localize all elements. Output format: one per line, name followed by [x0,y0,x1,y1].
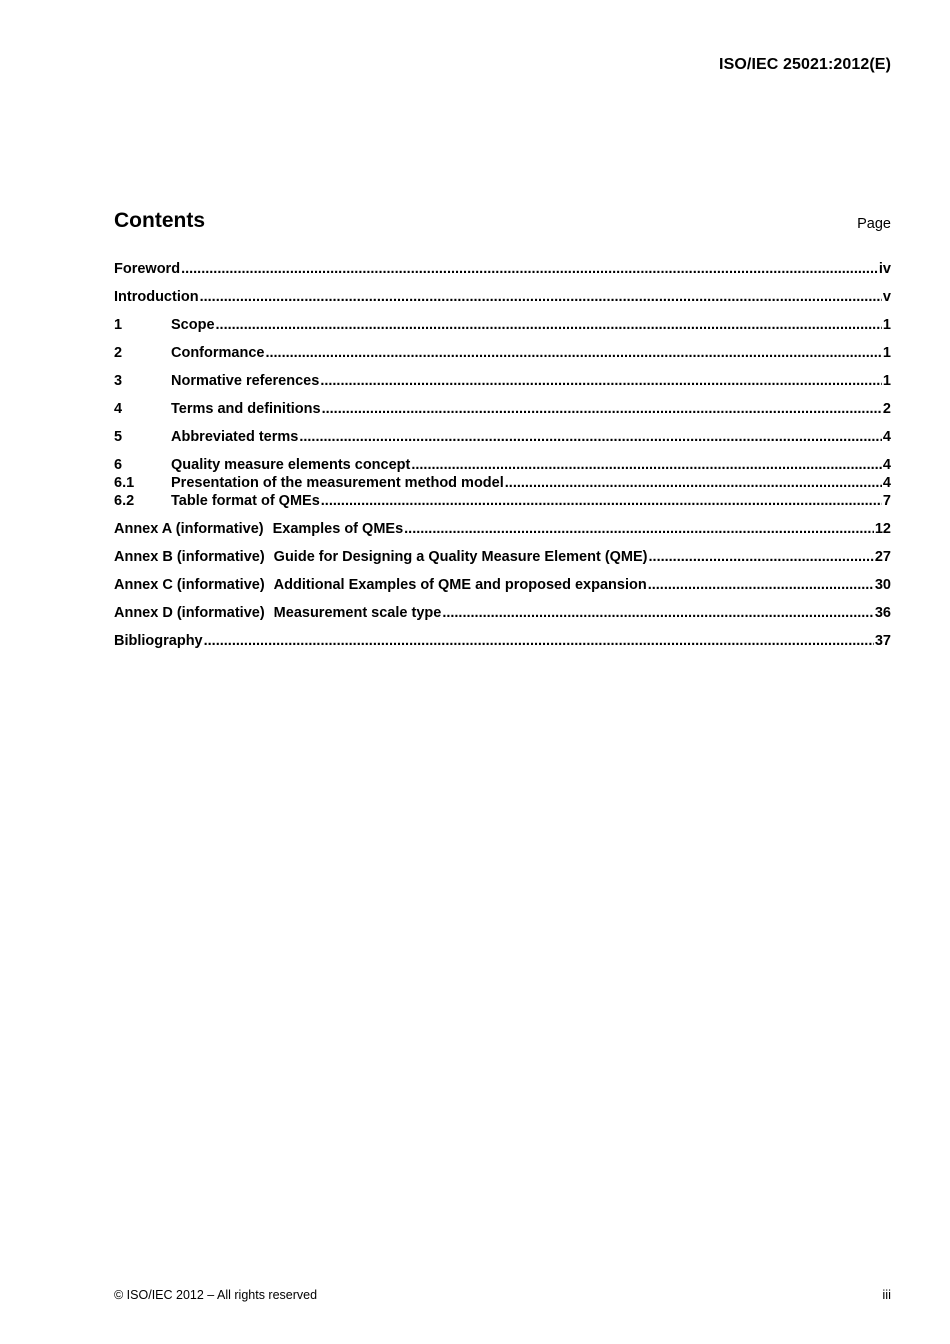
toc-entry-annex-d[interactable] [114,604,891,622]
toc-entry-bibliography[interactable] [114,632,891,650]
toc-entry-title: Scope [171,317,215,333]
toc-entry-title: Table format of QMEs [171,493,320,509]
toc-entry-page: 1 [882,317,891,333]
toc-entry-page: 36 [874,605,891,621]
toc-entry-page: 4 [882,429,891,445]
toc-entry-title: Introduction [114,289,199,305]
footer-page-number: iii [882,1287,891,1302]
toc-entry-number: 4 [114,401,123,417]
toc-entry-page: 1 [882,373,891,389]
dot-leader [204,632,874,650]
toc-entry-number: 5 [114,429,123,445]
toc-entry-introduction[interactable] [114,288,891,306]
toc-entry-title: Examples of QMEs [272,521,404,537]
toc-entry-title: Terms and definitions [171,401,321,417]
toc-entry-scope[interactable] [114,316,891,334]
dot-leader [200,288,882,306]
toc-entry-page: 4 [882,457,891,473]
toc-entry-title: Conformance [171,345,265,361]
toc-entry-page: iv [878,261,891,277]
toc-entry-title: Measurement scale type [273,605,442,621]
toc-entry-foreword[interactable] [114,260,891,278]
dot-leader [404,520,874,538]
toc-annex-label: Annex A (informative) [114,521,264,537]
toc-annex-label: Annex B (informative) [114,549,265,565]
toc-entry-number: 2 [114,345,123,361]
dot-leader [181,260,878,278]
toc-entry-page: 4 [882,475,891,491]
contents-heading: Contents [114,209,205,232]
toc-entry-annex-c[interactable] [114,576,891,594]
dot-leader [216,316,882,334]
toc-entry-annex-a[interactable] [114,520,891,538]
dot-leader [322,400,882,418]
toc-annex-label: Annex C (informative) [114,577,265,593]
dot-leader [320,372,882,390]
toc-entry-table-format[interactable] [114,492,891,510]
toc-entry-title: Abbreviated terms [171,429,299,445]
toc-entry-annex-b[interactable] [114,548,891,566]
page-column-label: Page [857,216,891,232]
toc-entry-page: 27 [874,549,891,565]
footer-copyright: © ISO/IEC 2012 – All rights reserved [114,1288,318,1302]
toc-entry-page: 12 [874,521,891,537]
toc-entry-number: 3 [114,373,123,389]
dot-leader [411,456,882,474]
dot-leader [299,428,882,446]
dot-leader [648,576,874,594]
toc-entry-conformance[interactable] [114,344,891,362]
dot-leader [442,604,874,622]
toc-entry-number: 6 [114,457,123,473]
toc-entry-normative-references[interactable] [114,372,891,390]
toc-entry-number: 1 [114,317,123,333]
toc-entry-title: Guide for Designing a Quality Measure Element (QME) [273,549,648,565]
dot-leader [505,474,882,492]
toc-annex-label: Annex D (informative) [114,605,265,621]
toc-entry-page: v [882,289,891,305]
toc-entry-page: 30 [874,577,891,593]
dot-leader [649,548,874,566]
toc-entry-qme-concept[interactable] [114,456,891,474]
toc-entry-abbreviated-terms[interactable] [114,428,891,446]
toc-entry-title: Normative references [171,373,320,389]
document-id-header: ISO/IEC 25021:2012(E) [719,56,891,73]
toc-entry-page: 2 [882,401,891,417]
toc-entry-terms-and-definitions[interactable] [114,400,891,418]
toc-entry-title: Quality measure elements concept [171,457,411,473]
toc-entry-page: 7 [882,493,891,509]
toc-entry-measurement-method-model[interactable] [114,474,891,492]
toc-entry-title: Presentation of the measurement method model [171,475,504,491]
toc-entry-title: Additional Examples of QME and proposed expansion [273,577,647,593]
dot-leader [321,492,882,510]
toc-entry-number: 6.2 [114,493,135,509]
toc-entry-number: 6.1 [114,475,135,491]
toc-entry-page: 37 [874,633,891,649]
toc-entry-page: 1 [882,345,891,361]
dot-leader [265,344,881,362]
toc-entry-title: Bibliography [114,633,203,649]
toc-entry-title: Foreword [114,261,181,277]
